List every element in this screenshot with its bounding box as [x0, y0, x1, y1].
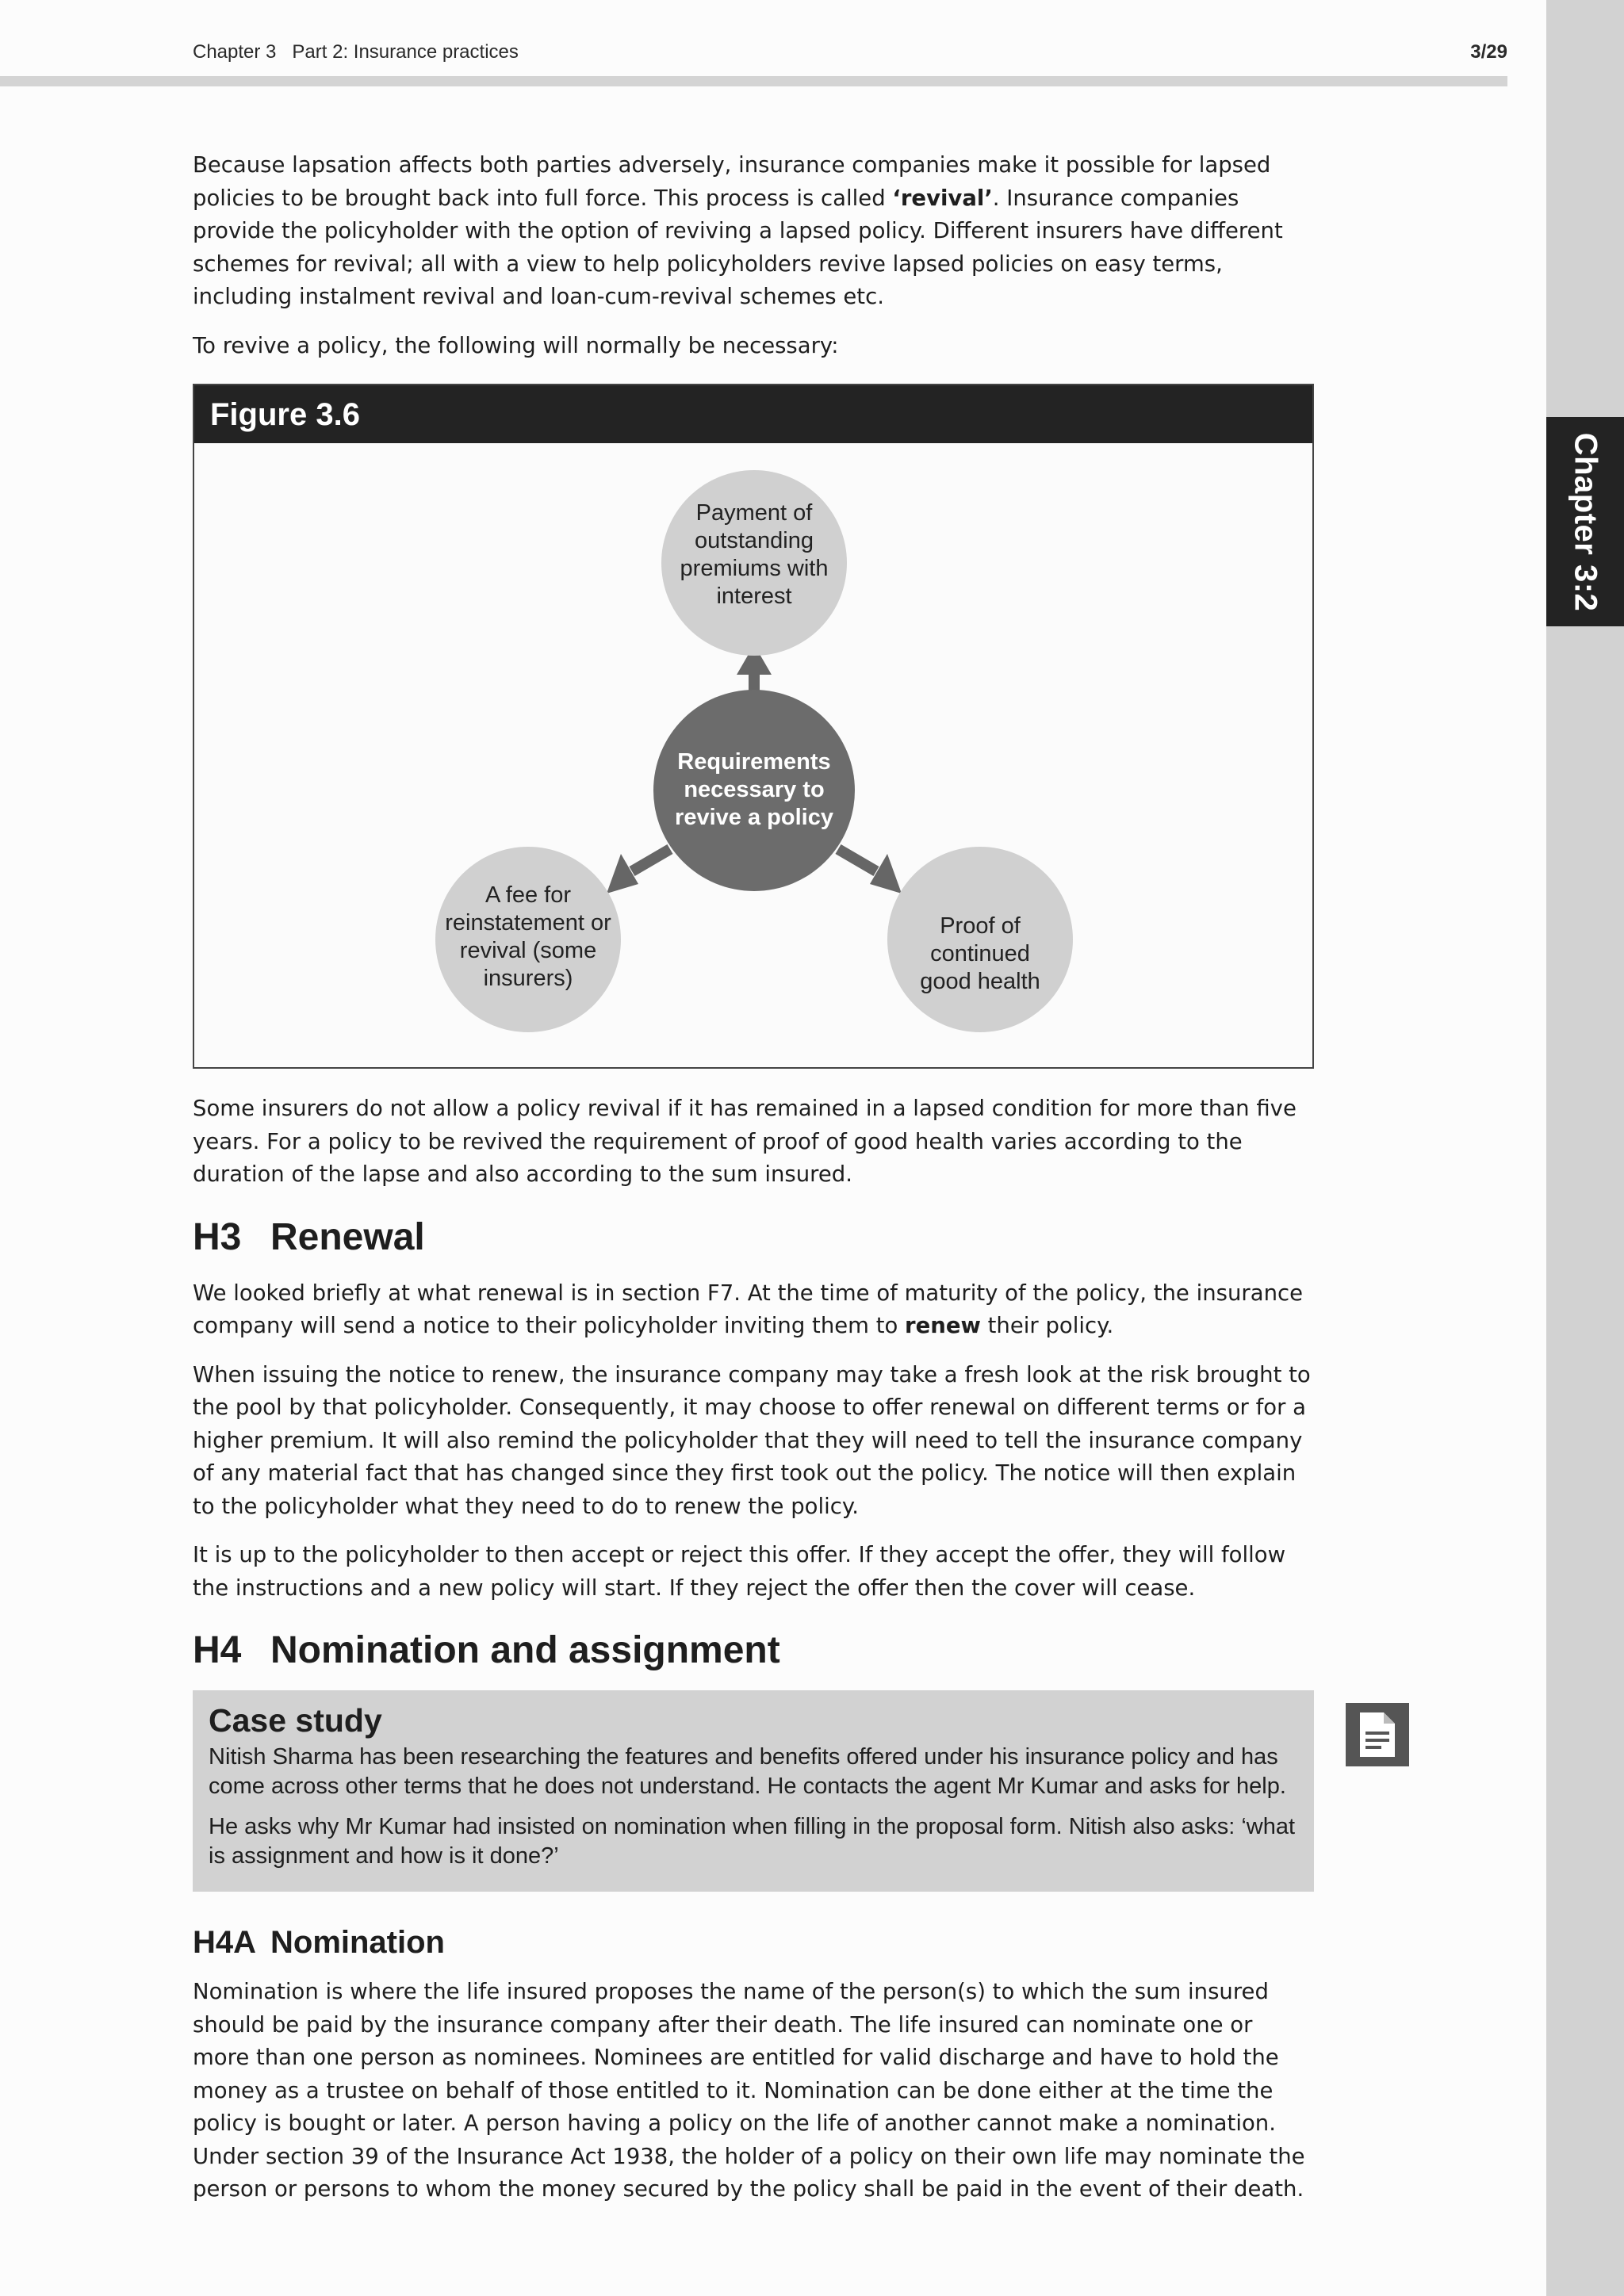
heading-h4a [193, 1923, 1314, 1961]
renewal-text-end: their policy. [980, 1313, 1114, 1338]
renewal-text: We looked briefly at what renewal is in section F7. At the time of maturity of the policy, the insurance company will send a notice to their policyholder inviting them to [193, 1280, 1304, 1338]
intro-text-end: . Insurance companies provide the policyholder with the option of reviving a lapsed policy. Different insurers have different schemes for revival; all with a view to help policyholders revive lapsed policies on easy terms, including instalment revival and loan-cum-revival schemes etc. [193, 185, 1283, 309]
chapter-tab [1546, 417, 1624, 626]
case-study-paragraph-1: Nitish Sharma has been researching the features and benefits offered under his insurance policy and has come across other terms that he does not understand. He contacts the agent Mr Kumar and asks for help. [209, 1744, 1286, 1799]
arrow-left [632, 849, 670, 871]
heading-h4a-title: Nomination [270, 1925, 445, 1960]
running-head-chapter: Chapter 3 [193, 41, 277, 63]
after-figure-paragraph: Some insurers do not allow a policy revival if it has remained in a lapsed condition for more than five years. For a policy to be revived the requirement of proof of good health varies according to the duration of the lapse and also according to the sum insured. [193, 1096, 1297, 1187]
renewal-paragraph-2: When issuing the notice to renew, the insurance company may take a fresh look at the risk brought to the pool by that policyholder. Consequently, it may choose to offer renewal on different terms or for a higher premium. It will also remind the policyholder that they will need to tell the insurance company of any material fact that has changed since they first took out the policy. The notice will then explain to the policyholder what they need to do to renew the policy. [193, 1361, 1311, 1519]
case-study-box [193, 1690, 1314, 1892]
chapter-tab-label: Chapter 3:2 [1568, 432, 1603, 611]
running-head [193, 41, 1507, 63]
figure-3-6 [193, 384, 1314, 1069]
nomination-paragraph: Nomination is where the life insured proposes the name of the person(s) to which the sum insured should be paid by the insurance company after their death. The life insured can nominate one or more than one person as nominees. Nominees are entitled for valid discharge and have to hold the money as a trustee on behalf of those entitled to it. Nomination can be done either at the time the policy is bought or later. A person having a policy on the life of another cannot make a nomination. Under section 39 of the Insurance Act 1938, the holder of a policy on their own life may nominate the person or persons to whom the money secured by the policy shall be paid in the event of their death. [193, 1979, 1305, 2202]
renewal-paragraph-1 [193, 1277, 1314, 1343]
heading-h3 [193, 1215, 1314, 1260]
running-head-section: Part 2: Insurance practices [292, 41, 519, 63]
arrow-right [838, 849, 876, 871]
figure-title: Figure 3.6 [194, 385, 1312, 443]
case-study-title: Case study [209, 1702, 382, 1739]
heading-h4-title: Nomination and assignment [270, 1629, 780, 1671]
heading-h3-number: H3 [193, 1215, 242, 1258]
intro-paragraph-1 [193, 149, 1314, 314]
top-requirement-label: Payment of outstanding premiums with interest [680, 500, 829, 609]
revival-term: ‘revival’ [892, 185, 993, 211]
intro-text: Because lapsation affects both parties adversely, insurance companies make it possible for lapsed policies to be brought back into full force. This process is called [193, 152, 1271, 211]
document-icon [1346, 1703, 1409, 1766]
heading-h4a-number: H4A [193, 1925, 257, 1960]
renewal-paragraph-3: It is up to the policyholder to then accept or reject this offer. If they accept the offer, they will follow the instructions and a new policy will start. If they reject the offer then the cover will cease. [193, 1542, 1286, 1601]
side-margin-strip [1546, 0, 1624, 2296]
page-content [193, 149, 1314, 2222]
case-study-paragraph-2: He asks why Mr Kumar had insisted on nomination when filling in the proposal form. Nitish also asks: ‘what is assignment and how is it done?’ [209, 1814, 1296, 1869]
center-label: Requirements necessary to revive a policy [675, 749, 833, 830]
header-rule [0, 76, 1507, 86]
intro-paragraph-2: To revive a policy, the following will normally be necessary: [193, 332, 839, 358]
page-number: 3/29 [1470, 41, 1507, 63]
renew-term: renew [905, 1313, 981, 1338]
heading-h4 [193, 1628, 1314, 1673]
heading-h4-number: H4 [193, 1629, 242, 1671]
right-requirement-label: Proof of continued good health [920, 913, 1040, 994]
left-requirement-label: A fee for reinstatement or revival (some insurers) [445, 882, 611, 991]
heading-h3-title: Renewal [270, 1215, 425, 1258]
